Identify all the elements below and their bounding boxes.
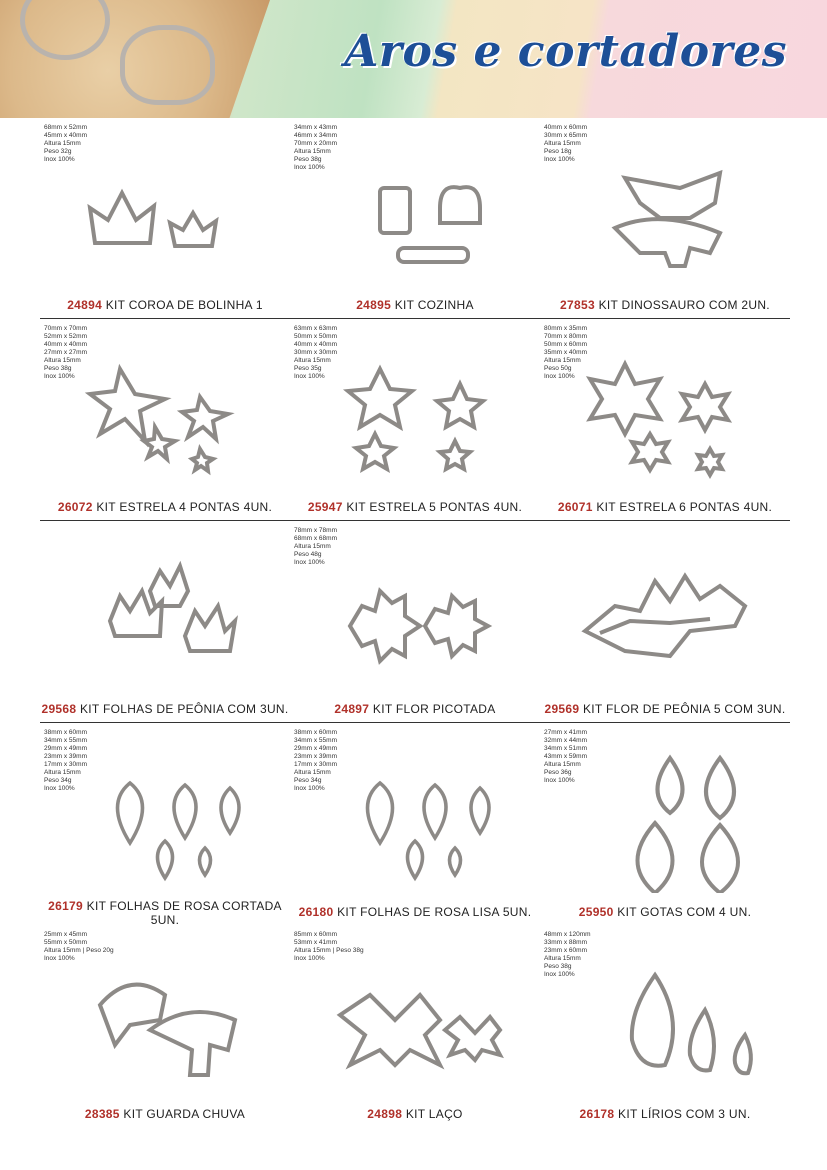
product-card [290,925,540,1127]
product-name: KIT FOLHAS DE ROSA CORTADA 5UN. [86,899,282,927]
crown-cutter-illustration [70,148,260,288]
product-row [40,521,790,723]
product-specs: 85mm x 60mm 53mm x 41mm Altura 15mm | Peso 38g Inox 100% [294,931,364,962]
product-code: 28385 [84,1107,120,1121]
product-specs: 48mm x 120mm 33mm x 88mm 23mm x 60mm Altura 15mm Peso 38g Inox 100% [544,931,591,978]
product-code: 24895 [356,298,392,312]
product-name: KIT LAÇO [405,1107,463,1121]
product-card [540,723,790,925]
product-specs: 25mm x 45mm 55mm x 50mm Altura 15mm | Peso 20g Inox 100% [44,931,114,962]
product-caption [40,702,290,716]
product-code: 29569 [544,702,580,716]
product-code: 24897 [334,702,370,716]
page-header [0,0,827,118]
product-name: KIT FLOR PICOTADA [372,702,496,716]
product-specs: 68mm x 52mm 45mm x 40mm Altura 15mm Peso 32g Inox 100% [44,124,87,163]
bow-cutter-illustration [320,955,510,1095]
product-name: KIT COROA DE BOLINHA 1 [105,298,263,312]
product-caption [540,1107,790,1121]
product-code: 26178 [579,1107,615,1121]
page-title: Aros e cortadores [344,26,787,77]
product-specs: 63mm x 63mm 50mm x 50mm 40mm x 40mm 30mm x 30mm Altura 15mm Peso 35g Inox 100% [294,325,337,380]
product-name: KIT COZINHA [394,298,474,312]
product-name: KIT ESTRELA 5 PONTAS 4UN. [346,500,523,514]
product-caption [540,905,790,919]
product-code: 26180 [298,905,334,919]
product-card [40,925,290,1127]
product-card [540,118,790,318]
six-point-star-illustration [570,349,760,489]
product-caption [290,500,540,514]
product-caption [540,298,790,312]
product-code: 26072 [57,500,93,514]
product-card [40,319,290,520]
product-specs: 78mm x 78mm 68mm x 68mm Altura 15mm Peso 48g Inox 100% [294,527,337,566]
header-photo [0,0,270,118]
product-name: KIT ESTRELA 4 PONTAS 4UN. [96,500,273,514]
four-point-star-illustration [70,349,260,489]
product-code: 24898 [367,1107,403,1121]
product-specs: 27mm x 41mm 32mm x 44mm 34mm x 51mm 43mm x 59mm Altura 15mm Peso 36g Inox 100% [544,729,587,784]
cut-flower-illustration [320,551,510,691]
product-name: KIT ESTRELA 6 PONTAS 4UN. [596,500,773,514]
product-name: KIT FOLHAS DE ROSA LISA 5UN. [337,905,532,919]
product-specs: 38mm x 60mm 34mm x 55mm 29mm x 49mm 23mm x 39mm 17mm x 30mm Altura 15mm Peso 34g Inox 100% [294,729,337,792]
product-name: KIT GUARDA CHUVA [123,1107,246,1121]
product-code: 24894 [67,298,103,312]
product-code: 25950 [578,905,614,919]
product-name: KIT LÍRIOS COM 3 UN. [618,1107,751,1121]
product-code: 26179 [48,899,84,913]
lily-cutter-illustration [570,955,760,1095]
product-caption [290,702,540,716]
product-specs: 80mm x 35mm 70mm x 80mm 50mm x 60mm 35mm x 40mm Altura 15mm Peso 50g Inox 100% [544,325,587,380]
product-specs: 38mm x 60mm 34mm x 55mm 29mm x 49mm 23mm x 39mm 17mm x 30mm Altura 15mm Peso 34g Inox 100% [44,729,87,792]
product-caption [290,905,540,919]
plain-rose-leaves-illustration [320,753,510,893]
drops-cutter-illustration [570,753,760,893]
flower-cutter-shape [120,25,215,105]
product-caption [290,298,540,312]
dinosaur-cutter-illustration [570,148,760,288]
product-specs: 34mm x 43mm 46mm x 34mm 70mm x 20mm Altura 15mm Peso 38g Inox 100% [294,124,337,171]
product-code: 29568 [41,702,77,716]
five-point-star-illustration [320,349,510,489]
product-code: 26071 [557,500,593,514]
product-card [540,521,790,722]
product-card [290,723,540,925]
product-card [290,118,540,318]
product-grid [40,118,790,1127]
product-caption [40,1107,290,1121]
product-code: 25947 [307,500,343,514]
product-row [40,723,790,925]
product-card [290,319,540,520]
product-caption [40,899,290,927]
product-card [40,723,290,925]
product-card [540,319,790,520]
product-name: KIT DINOSSAURO COM 2UN. [598,298,770,312]
product-card [40,118,290,318]
cutter-ring-shape [20,0,110,60]
product-row [40,925,790,1127]
product-caption [540,702,790,716]
product-row [40,319,790,521]
kitchen-cutter-illustration [320,148,510,288]
product-name: KIT GOTAS COM 4 UN. [617,905,752,919]
peony-leaves-illustration [70,551,260,691]
product-code: 27853 [560,298,595,312]
umbrella-cutter-illustration [70,955,260,1095]
product-card [40,521,290,722]
product-name: KIT FOLHAS DE PEÔNIA COM 3UN. [79,702,289,716]
product-row [40,118,790,319]
product-specs: 70mm x 70mm 52mm x 52mm 40mm x 40mm 27mm x 27mm Altura 15mm Peso 38g Inox 100% [44,325,87,380]
product-card [540,925,790,1127]
product-caption [40,298,290,312]
cut-rose-leaves-illustration [70,753,260,893]
product-card [290,521,540,722]
product-caption [540,500,790,514]
product-specs: 40mm x 60mm 30mm x 65mm Altura 15mm Peso 18g Inox 100% [544,124,587,163]
product-caption [290,1107,540,1121]
product-name: KIT FLOR DE PEÔNIA 5 COM 3UN. [582,702,786,716]
product-caption [40,500,290,514]
peony-flower-illustration [570,551,760,691]
